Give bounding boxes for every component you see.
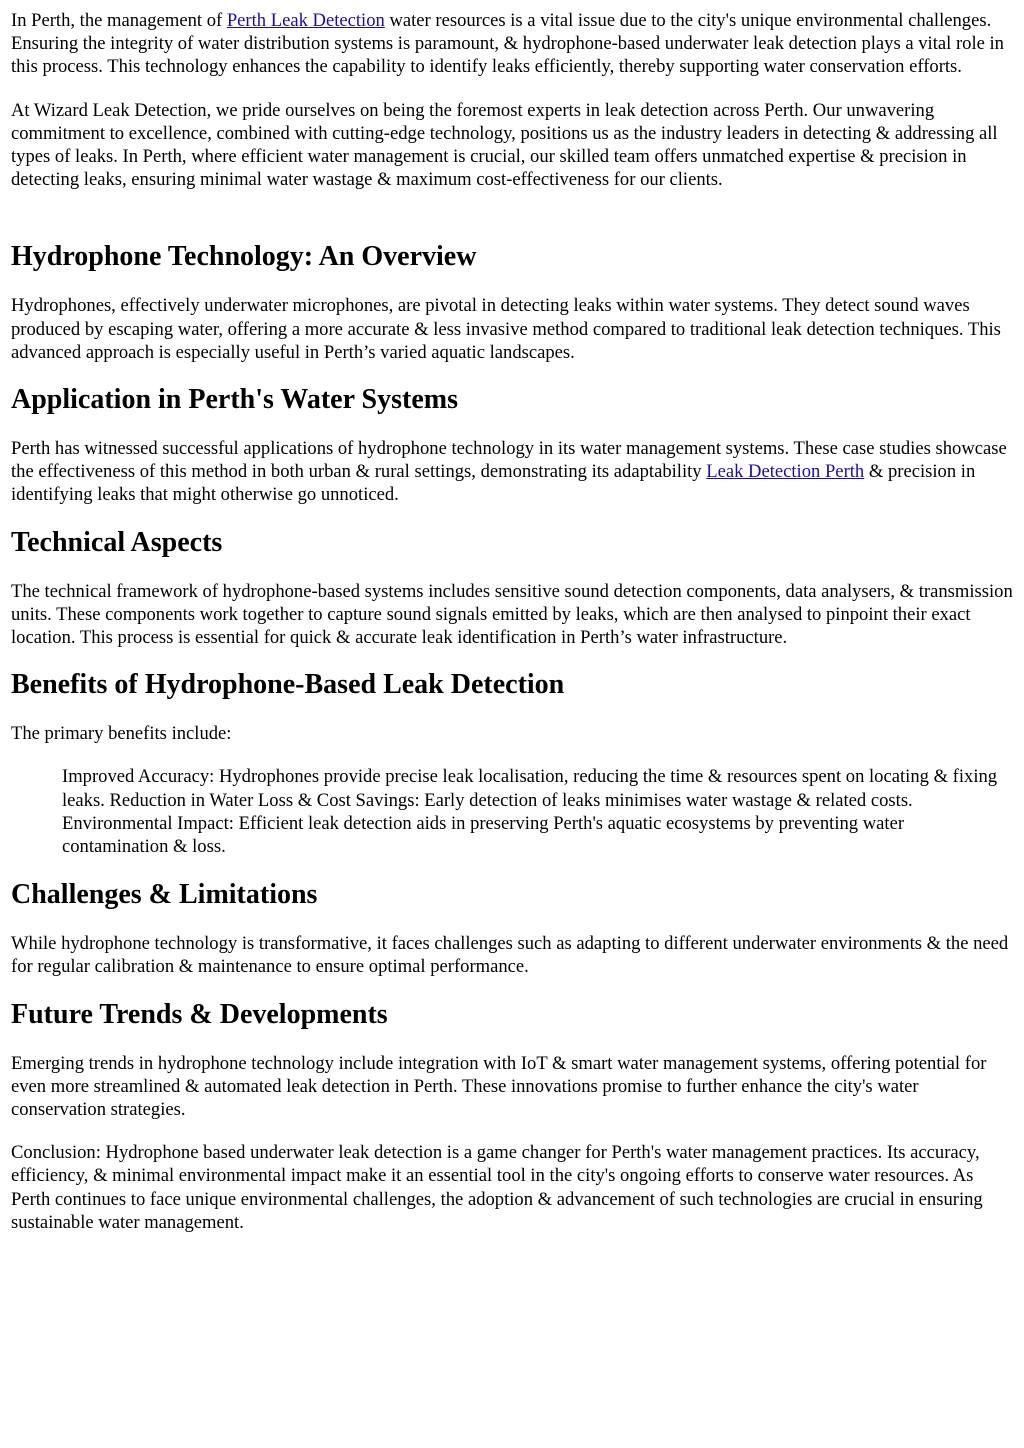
- challenges-paragraph: While hydrophone technology is transformative, it faces challenges such as adapting to different underwater environments & the need for regular calibration & maintenance to ensure optimal performance.: [11, 933, 1009, 978]
- benefits-intro: The primary benefits include:: [11, 723, 232, 745]
- intro-text-after-link: water resources is a vital issue due to the city's unique environmental challenges. Ensuring the integrity of water distribution systems is paramount, & hydrophone-based underwater leak detection plays a vital role in this process. This technology enhances the capability to identify leaks efficiently, thereby supporting water conservation efforts.: [11, 10, 1004, 78]
- heading-technical-aspects: Technical Aspects: [11, 526, 223, 558]
- technical-paragraph: The technical framework of hydrophone-based systems includes sensitive sound detection components, data analysers, & transmission units. These components work together to capture sound signals emitted by leaks, which are then analysed to pinpoint their exact location. This process is essential for quick & accurate leak identification in Perth’s water infrastructure.: [11, 580, 1013, 649]
- intro-paragraph-2: At Wizard Leak Detection, we pride ourselves on being the foremost experts in leak detection across Perth. Our unwavering commitment to excellence, combined with cutting-edge technology, positions us as the industry leaders in detecting & addressing all types of leaks. In Perth, where efficient water management is crucial, our skilled team offers unmatched expertise & precision in detecting leaks, ensuring minimal water wastage & maximum cost-effectiveness for our clients.: [11, 99, 998, 191]
- heading-application: Application in Perth's Water Systems: [11, 384, 458, 416]
- future-paragraph: Emerging trends in hydrophone technology include integration with IoT & smart water management systems, offering potential for even more streamlined & automated leak detection in Perth. These innovations promise to further enhance the city's water conservation strategies.: [11, 1052, 987, 1121]
- application-text-before-link: Perth has witnessed successful applications of hydrophone technology in its water management systems. These case studies showcase the effectiveness of this method in both urban & rural settings, demonstrating its adaptability: [11, 438, 1007, 483]
- application-text-after-link: & precision in identifying leaks that might otherwise go unnoticed.: [11, 461, 976, 506]
- heading-challenges: Challenges & Limitations: [11, 879, 318, 911]
- intro-paragraph-1: [11, 9, 1013, 79]
- leak-detection-perth-link[interactable]: Leak Detection Perth: [706, 461, 865, 483]
- conclusion-paragraph: Conclusion: Hydrophone based underwater leak detection is a game changer for Perth's water management practices. Its accuracy, efficiency, & minimal environmental impact make it an essential tool in the city's ongoing efforts to conserve water resources. As Perth continues to face unique environmental challenges, the adoption & advancement of such technologies are crucial in ensuring sustainable water management.: [11, 1142, 983, 1233]
- heading-future-trends: Future Trends & Developments: [11, 998, 388, 1030]
- perth-leak-detection-link[interactable]: Perth Leak Detection: [226, 10, 385, 31]
- application-paragraph: [11, 437, 1013, 507]
- heading-overview: Hydrophone Technology: An Overview: [11, 241, 477, 273]
- section-spacer: [11, 211, 1013, 241]
- intro-text-before-link: In Perth, the management of: [11, 10, 227, 31]
- overview-paragraph: Hydrophones, effectively underwater microphones, are pivotal in detecting leaks within water systems. They detect sound waves produced by escaping water, offering a more accurate & less invasive method compared to traditional leak detection techniques. This advanced approach is especially useful in Perth’s varied aquatic landscapes.: [11, 295, 1001, 363]
- benefits-blockquote: Improved Accuracy: Hydrophones provide precise leak localisation, reducing the time & resources spent on locating & fixing leaks. Reduction in Water Loss & Cost Savings: Early detection of leaks minimises water wastage & related costs. Environmental Impact: Efficient leak detection aids in preserving Perth's aquatic ecosystems by preventing water contamination & loss.: [62, 766, 998, 858]
- heading-benefits: Benefits of Hydrophone-Based Leak Detection: [11, 669, 565, 701]
